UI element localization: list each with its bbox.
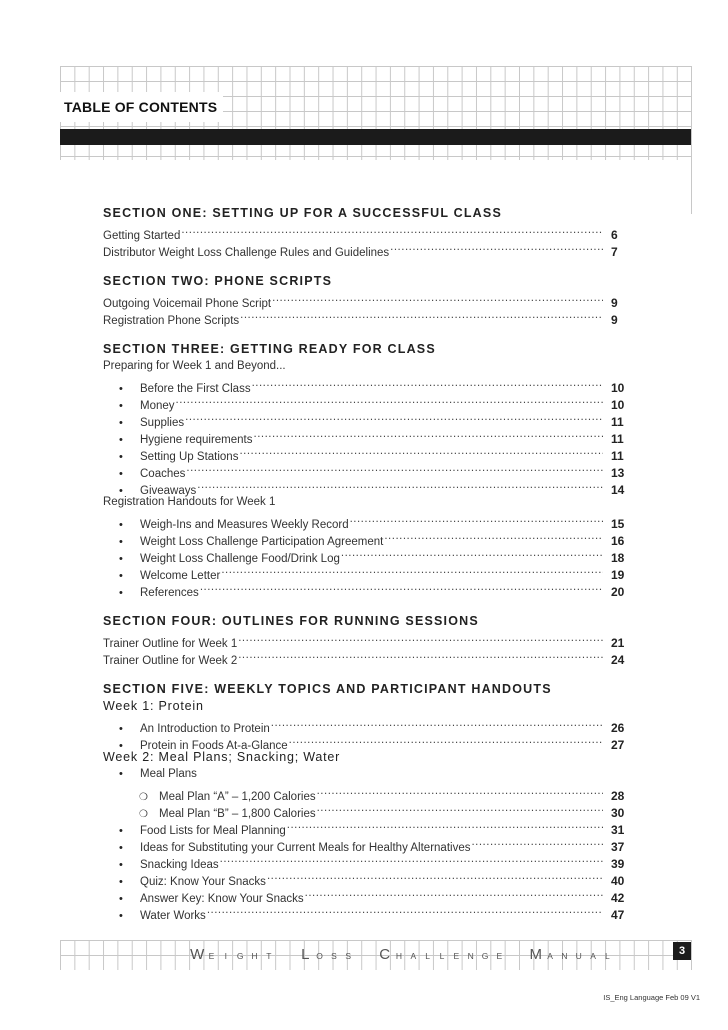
footer-letter: S [345, 950, 352, 961]
toc-entry-page: 9 [611, 296, 618, 310]
dot-leader [305, 885, 603, 902]
bullet-icon: • [119, 383, 123, 395]
dot-leader [272, 290, 603, 307]
toc-entry-label: Weigh-Ins and Measures Weekly Record [140, 519, 349, 531]
dot-leader [384, 528, 603, 545]
dot-leader [207, 902, 603, 919]
toc-entry-page: 20 [611, 585, 625, 599]
bullet-icon: • [119, 553, 123, 565]
toc-entry-label: Trainer Outline for Week 2 [103, 655, 238, 667]
bullet-icon: • [119, 400, 123, 412]
footer-letter: L [605, 950, 610, 961]
page-title: TABLE OF CONTENTS [64, 99, 218, 115]
toc-entry-label: Setting Up Stations [140, 451, 239, 463]
toc-entry-page: 19 [611, 568, 625, 582]
footer-letter: L [425, 950, 430, 961]
bullet-icon: • [119, 859, 123, 871]
week-heading: Week 1: Protein [103, 699, 204, 713]
bullet-icon: • [119, 740, 123, 752]
toc-entry-label: Supplies [140, 417, 185, 429]
group-heading: Registration Handouts for Week 1 [103, 496, 276, 508]
toc-entry-label: Giveaways [140, 485, 197, 497]
dot-leader [317, 783, 603, 800]
footer-letter: U [575, 950, 582, 961]
dot-leader [238, 647, 603, 664]
toc-entry-page: 18 [611, 551, 625, 565]
bullet-icon: • [119, 825, 123, 837]
toc-entry-label: Ideas for Substituting your Current Meals for Healthy Alternatives [140, 842, 471, 854]
toc-entry-label: Distributor Weight Loss Challenge Rules and Guidelines [103, 247, 390, 259]
bullet-icon: • [119, 417, 123, 429]
week-heading: Week 2: Meal Plans; Snacking; Water [103, 750, 341, 764]
toc-entry[interactable] [103, 239, 633, 259]
bullet-icon: • [119, 723, 123, 735]
bullet-icon: • [119, 536, 123, 548]
toc-entry-page: 13 [611, 466, 625, 480]
toc-entry-label: Welcome Letter [140, 570, 221, 582]
footer-letter: E [208, 950, 215, 961]
toc-entry-label: Protein in Foods At-a-Glance [140, 740, 288, 752]
footer-letter: C [379, 945, 391, 963]
dot-leader [341, 545, 603, 562]
bullet-icon: • [119, 468, 123, 480]
toc-entry[interactable] [103, 715, 633, 735]
header-black-bar [60, 129, 691, 145]
dot-leader [252, 375, 603, 392]
footer-letter: E [496, 950, 503, 961]
dot-leader [200, 579, 603, 596]
toc-entry-page: 9 [611, 313, 618, 327]
footer-letter: N [467, 950, 474, 961]
footer-word [529, 946, 615, 963]
footer-letter: M [529, 945, 542, 963]
toc-entry-page: 31 [611, 823, 625, 837]
toc-entry-page: 11 [611, 432, 624, 446]
bullet-icon: • [119, 451, 123, 463]
bullet-icon: • [119, 876, 123, 888]
toc-entry-page: 10 [611, 381, 625, 395]
toc-entry-label: Water Works [140, 910, 206, 922]
section-heading: SECTION TWO: PHONE SCRIPTS [103, 274, 333, 288]
toc-entry-page: 10 [611, 398, 625, 412]
dot-leader [317, 800, 603, 817]
toc-entry-label: References [140, 587, 199, 599]
dot-leader [176, 392, 603, 409]
table-of-contents [103, 205, 633, 922]
toc-entry-label: Weight Loss Challenge Food/Drink Log [140, 553, 340, 565]
dot-leader [287, 817, 603, 834]
toc-entry-label: Hygiene requirements [140, 434, 253, 446]
bullet-icon: • [119, 893, 123, 905]
dot-leader [186, 460, 603, 477]
toc-entry[interactable] [103, 409, 633, 429]
dot-leader [197, 477, 603, 494]
dot-leader [220, 851, 603, 868]
bullet-icon: • [119, 485, 123, 497]
footer-letter: L [439, 950, 445, 961]
bullet-icon: • [119, 434, 123, 446]
dot-leader [350, 511, 603, 528]
toc-entry-label: Before the First Class [140, 383, 251, 395]
footer-letter: G [236, 950, 244, 961]
toc-entry-label: Money [140, 400, 175, 412]
toc-entry-page: 42 [611, 891, 625, 905]
toc-entry-page: 14 [611, 483, 625, 497]
toc-entry-page: 26 [611, 721, 625, 735]
bullet-icon: • [119, 519, 123, 531]
dot-leader [238, 630, 603, 647]
toc-entry[interactable] [103, 290, 633, 310]
dot-leader [240, 307, 603, 324]
toc-entry-label: An Introduction to Protein [140, 723, 270, 735]
toc-entry[interactable] [103, 630, 633, 650]
footer-word [190, 946, 276, 963]
toc-entry-page: 39 [611, 857, 625, 871]
toc-title-box [60, 92, 223, 122]
toc-entry-page: 15 [611, 517, 625, 531]
dot-leader [471, 834, 603, 851]
toc-entry-label: Coaches [140, 468, 186, 480]
dot-leader [221, 562, 603, 579]
footer-letter: W [190, 945, 205, 963]
footer-letter: L [301, 945, 310, 963]
bullet-icon: • [119, 842, 123, 854]
dot-leader [267, 868, 603, 885]
toc-entry-page: 16 [611, 534, 625, 548]
bullet-icon: • [119, 587, 123, 599]
bullet-icon: • [119, 570, 123, 582]
toc-entry[interactable] [103, 783, 633, 803]
sub-bullet-icon: ❍ [139, 792, 148, 803]
footer-letter: A [410, 950, 417, 961]
meal-plans-label: Meal Plans [140, 768, 197, 780]
footer-word [377, 946, 506, 963]
toc-entry-page: 11 [611, 415, 624, 429]
footer-letter: T [266, 950, 272, 961]
dot-leader [185, 409, 603, 426]
footer-word [298, 946, 355, 963]
toc-entry-label: Registration Phone Scripts [103, 315, 240, 327]
footer-letter: A [590, 950, 596, 961]
toc-entry[interactable] [103, 392, 633, 412]
dot-leader [271, 715, 603, 732]
toc-entry[interactable] [103, 222, 633, 242]
group-heading: Preparing for Week 1 and Beyond... [103, 360, 286, 372]
section-heading: SECTION THREE: GETTING READY FOR CLASS [103, 342, 436, 356]
toc-entry-label: Meal Plan “A” – 1,200 Calories [159, 791, 316, 803]
toc-entry-label: Weight Loss Challenge Participation Agreement [140, 536, 384, 548]
toc-entry-label: Quiz: Know Your Snacks [140, 876, 266, 888]
toc-entry-page: 37 [611, 840, 625, 854]
toc-entry-label: Answer Key: Know Your Snacks [140, 893, 304, 905]
footer-manual-title [190, 944, 637, 964]
toc-entry-page: 28 [611, 789, 625, 803]
dot-leader [239, 443, 603, 460]
bullet-icon: • [119, 910, 123, 922]
footer-letter: G [481, 950, 489, 961]
dot-leader [181, 222, 603, 239]
toc-entry-label: Meal Plan “B” – 1,800 Calories [159, 808, 316, 820]
page-number: 3 [673, 942, 691, 960]
toc-entry-label: Outgoing Voicemail Phone Script [103, 298, 272, 310]
toc-entry-label: Food Lists for Meal Planning [140, 825, 286, 837]
toc-entry-page: 21 [611, 636, 625, 650]
document-code: IS_Eng Language Feb 09 V1 [603, 993, 700, 1002]
toc-entry-page: 40 [611, 874, 625, 888]
toc-entry-page: 47 [611, 908, 625, 922]
footer-letter: N [561, 950, 568, 961]
toc-entry-page: 6 [611, 228, 618, 242]
section-heading: SECTION FIVE: WEEKLY TOPICS AND PARTICIPANT HANDOUTS [103, 682, 552, 696]
footer-letter: H [395, 950, 403, 961]
toc-entry-page: 11 [611, 449, 624, 463]
footer-letter: O [316, 950, 323, 961]
toc-entry-page: 30 [611, 806, 625, 820]
toc-entry-page: 7 [611, 245, 618, 259]
dot-leader [390, 239, 603, 256]
footer-letter: A [547, 950, 553, 961]
toc-entry[interactable] [103, 511, 633, 531]
toc-entry-label: Trainer Outline for Week 1 [103, 638, 238, 650]
dot-leader [289, 732, 603, 749]
toc-entry-page: 24 [611, 653, 625, 667]
footer-letter: E [453, 950, 460, 961]
footer-letter: H [251, 950, 258, 961]
sub-bullet-icon: ❍ [139, 809, 148, 820]
footer-letter: I [224, 950, 228, 961]
toc-entry-label: Getting Started [103, 230, 181, 242]
section-heading: SECTION FOUR: OUTLINES FOR RUNNING SESSIONS [103, 614, 479, 628]
toc-entry[interactable] [103, 375, 633, 395]
dot-leader [254, 426, 603, 443]
section-heading: SECTION ONE: SETTING UP FOR A SUCCESSFUL CLASS [103, 206, 502, 220]
footer-letter: S [331, 950, 337, 961]
toc-entry-page: 27 [611, 738, 625, 752]
group-heading [103, 766, 633, 783]
bullet-icon: • [119, 768, 123, 780]
toc-entry-label: Snacking Ideas [140, 859, 219, 871]
